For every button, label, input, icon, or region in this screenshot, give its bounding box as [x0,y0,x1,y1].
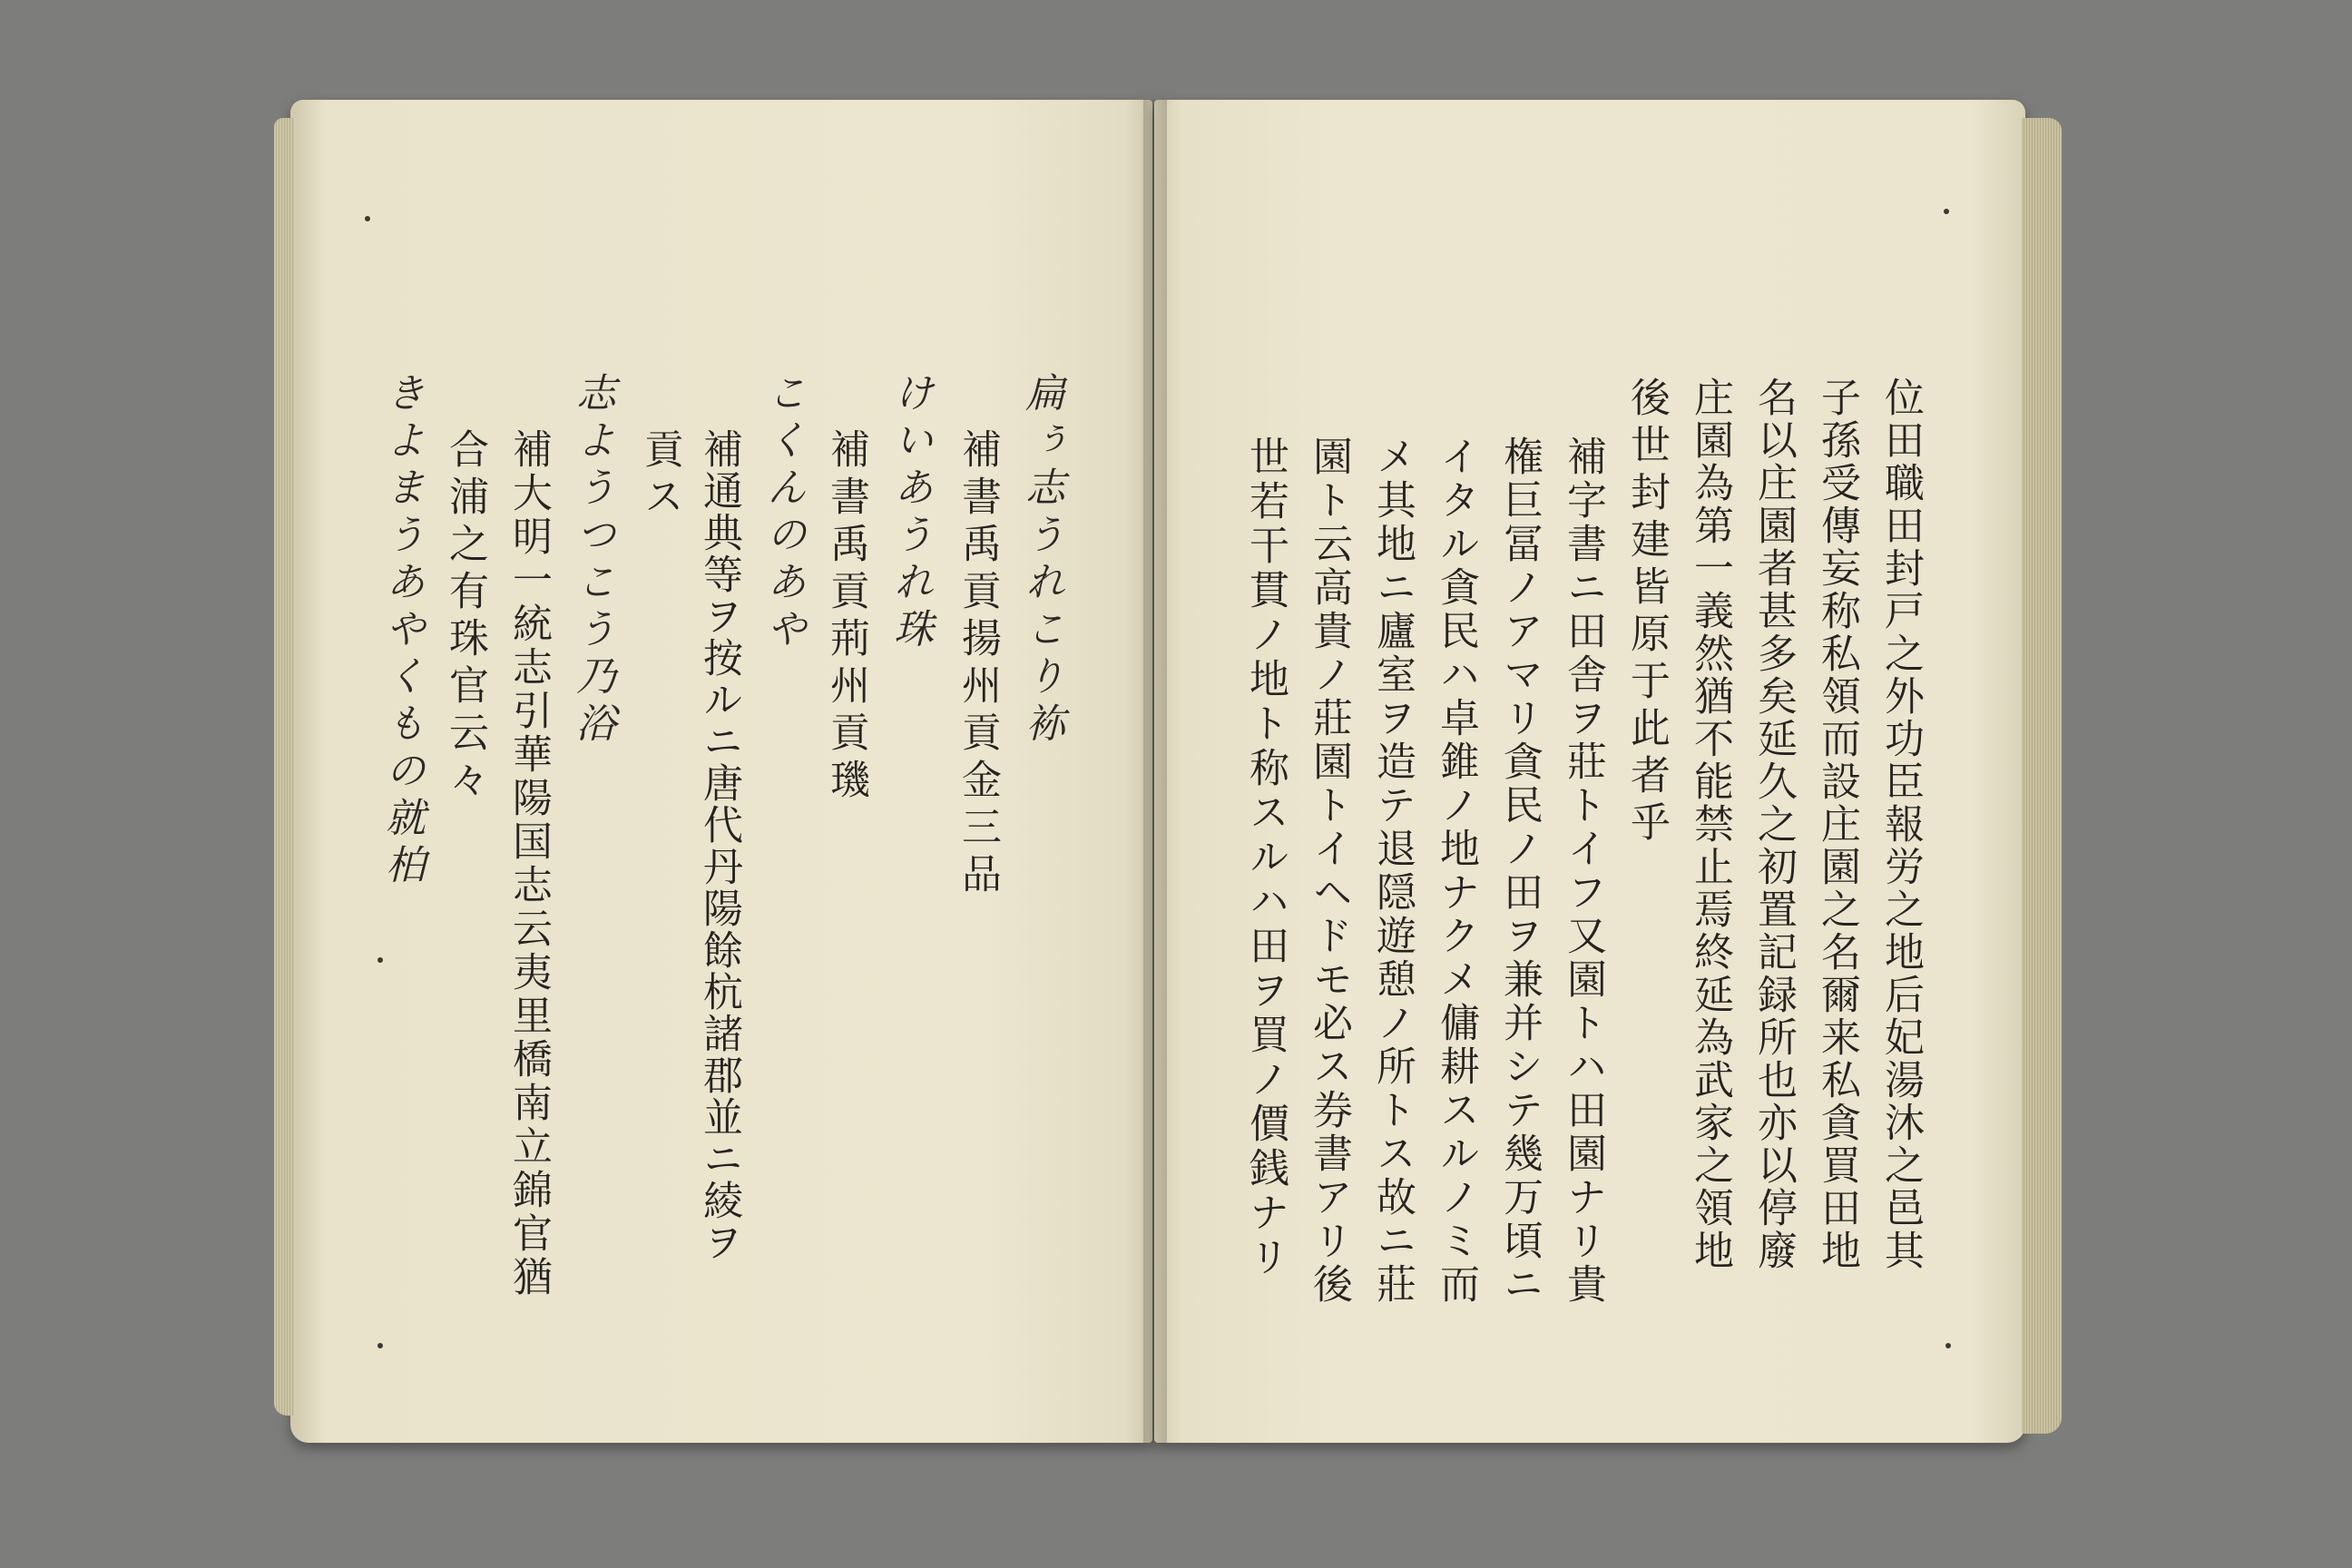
right-page-edges [2022,118,2062,1434]
right-col-4: 庄園為第一義然猶不能禁止焉終延為武家之領地 [1687,377,1733,1272]
page-mark-dot [377,1343,383,1348]
left-col-11: きよまうあやくもの就柏 [378,372,425,891]
left-col-1: 扁ぅ志うれこり袮 [1018,372,1064,750]
left-col-7: 貢ス [637,428,683,523]
left-col-9: 補大明一統志引華陽国志云夷里橋南立錦官猶 [505,428,552,1299]
right-col-3: 名以庄園者甚多矣延久之初置記録所也亦以停廢 [1750,377,1797,1272]
right-col-11: 世若干貫ノ地ト称スルハ田ヲ買ノ價銭ナリ [1242,436,1289,1280]
right-col-7: 権巨冨ノアマリ貪民ノ田ヲ兼并シテ幾万頃ニ [1496,436,1543,1307]
left-page-edges [274,118,294,1416]
page-mark-dot [365,216,370,221]
left-col-8: 志ようつこう乃浴 [569,372,615,750]
left-col-5: こくんのあや [760,372,806,655]
left-col-2: 補書禹貢揚州貢金三品 [955,428,1001,900]
page-mark-dot [1944,209,1949,214]
left-col-6: 補通典等ヲ按ルニ唐代丹陽餘杭諸郡並ニ綾ヲ [696,428,742,1263]
left-col-4: 補書禹貢荊州貢璣 [823,428,869,806]
left-col-10: 合浦之有珠官云々 [442,428,488,806]
right-col-9: メ其地ニ廬室ヲ造テ退隠遊憩ノ所トス故ニ莊 [1369,436,1416,1307]
page-mark-dot [377,957,383,963]
right-col-2: 子孫受傳妄称私領而設庄園之名爾来私貪買田地 [1814,377,1860,1272]
book-gutter [1143,100,1167,1443]
right-col-1: 位田職田封戸之外功臣報労之地后妃湯沐之邑其 [1877,377,1924,1272]
page-mark-dot [1945,1343,1951,1348]
left-page [290,100,1152,1443]
right-col-10: 園ト云高貴ノ莊園トイヘドモ必ス券書アリ後 [1306,436,1352,1307]
right-col-8: イタル貪民ハ卓錐ノ地ナクメ傭耕スルノミ而 [1433,436,1479,1307]
right-page [1154,100,2025,1443]
right-col-6: 補字書ニ田舎ヲ莊トイフ又園トハ田園ナリ貴 [1560,436,1606,1307]
right-col-5: 後世封建皆原于此者乎 [1623,377,1670,848]
open-book [290,100,2051,1470]
left-col-3: けいあうれ珠 [887,372,933,655]
